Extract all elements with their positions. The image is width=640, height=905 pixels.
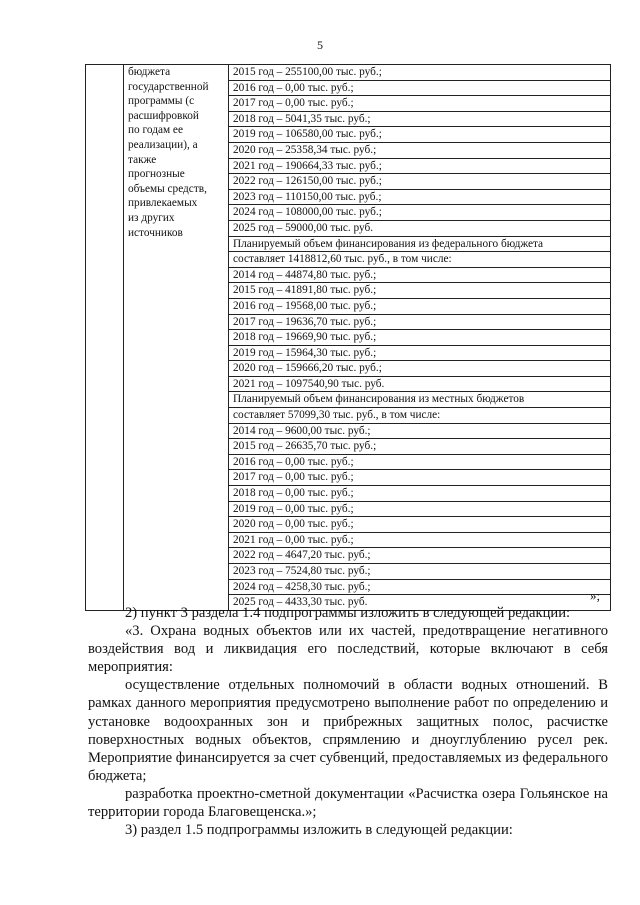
value-line: 2016 год – 0,00 тыс. руб.; — [229, 81, 610, 97]
value-line: 2023 год – 7524,80 тыс. руб.; — [229, 564, 610, 580]
paragraph: осуществление отдельных полномочий в области водных отношений. В рамках данного мероприятия предусмотрено выполнение работ по определению и установке водоохранных зон и прибрежных защитных полос, расчистке поверхностных водных объектов, спрямлению и дноуглублению русел рек. Мероприятие финансируется за счет субвенций, предоставляемых из федерального бюджета; — [88, 677, 608, 784]
paragraph: 3) раздел 1.5 подпрограммы изложить в следующей редакции: — [125, 822, 513, 839]
value-line: 2017 год – 0,00 тыс. руб.; — [229, 470, 610, 486]
value-line: составляет 1418812,60 тыс. руб., в том числе: — [229, 252, 610, 268]
value-line: 2019 год – 0,00 тыс. руб.; — [229, 502, 610, 518]
financing-table — [85, 64, 611, 611]
value-line: 2015 год – 255100,00 тыс. руб.; — [229, 65, 610, 81]
closing-quote-mark: »; — [590, 588, 601, 603]
value-line: 2014 год – 9600,00 тыс. руб.; — [229, 424, 610, 440]
document-body — [88, 604, 608, 839]
value-line: 2019 год – 106580,00 тыс. руб.; — [229, 127, 610, 143]
left-line: по годам ее — [128, 124, 183, 137]
table-row — [86, 65, 611, 611]
left-line: объемы средств, — [128, 182, 207, 195]
value-line: Планируемый объем финансирования из федерального бюджета — [229, 237, 610, 253]
left-line: государственной — [128, 80, 209, 93]
left-line: из других — [128, 211, 175, 224]
value-line: 2020 год – 25358,34 тыс. руб.; — [229, 143, 610, 159]
value-line: 2020 год – 159666,20 тыс. руб.; — [229, 361, 610, 377]
value-line: 2025 год – 59000,00 тыс. руб. — [229, 221, 610, 237]
left-line: источников — [128, 226, 183, 239]
paragraph: 2) пункт 3 раздела 1.4 подпрограммы изложить в следующей редакции: — [125, 605, 571, 621]
value-line: 2016 год – 19568,00 тыс. руб.; — [229, 299, 610, 315]
value-line: 2023 год – 110150,00 тыс. руб.; — [229, 190, 610, 206]
left-line: прогнозные — [128, 168, 185, 181]
parameter-value-cell — [229, 65, 611, 611]
value-line: 2019 год – 15964,30 тыс. руб.; — [229, 346, 610, 362]
parameter-name-cell — [124, 65, 229, 611]
value-line: 2018 год – 5041,35 тыс. руб.; — [229, 112, 610, 128]
page-number: 5 — [317, 38, 323, 52]
empty-cell — [86, 65, 124, 611]
value-line: 2024 год – 4258,30 тыс. руб.; — [229, 580, 610, 596]
value-line: составляет 57099,30 тыс. руб., в том числе: — [229, 408, 610, 424]
value-line: 2021 год – 0,00 тыс. руб.; — [229, 533, 610, 549]
left-line: бюджета — [128, 66, 171, 78]
value-line: 2017 год – 19636,70 тыс. руб.; — [229, 315, 610, 331]
value-line: 2014 год – 44874,80 тыс. руб.; — [229, 268, 610, 284]
left-line: также — [128, 153, 157, 166]
value-line: 2021 год – 190664,33 тыс. руб.; — [229, 159, 610, 175]
left-line: реализации), а — [128, 138, 198, 151]
left-line: привлекаемых — [128, 197, 198, 210]
value-line: 2024 год – 108000,00 тыс. руб.; — [229, 205, 610, 221]
value-line: 2022 год – 126150,00 тыс. руб.; — [229, 174, 610, 190]
value-line: 2017 год – 0,00 тыс. руб.; — [229, 96, 610, 112]
paragraph: разработка проектно-сметной документации «Расчистка озера Гольянское на территории города Благовещенска.»; — [88, 785, 608, 821]
value-line: 2018 год – 19669,90 тыс. руб.; — [229, 330, 610, 346]
value-line: 2015 год – 26635,70 тыс. руб.; — [229, 439, 610, 455]
value-line: 2015 год – 41891,80 тыс. руб.; — [229, 283, 610, 299]
value-line: 2020 год – 0,00 тыс. руб.; — [229, 517, 610, 533]
value-line: 2025 год – 4433,30 тыс. руб. — [233, 596, 368, 609]
value-line: 2018 год – 0,00 тыс. руб.; — [229, 486, 610, 502]
value-line: 2021 год – 1097540,90 тыс. руб. — [229, 377, 610, 393]
value-line: 2022 год – 4647,20 тыс. руб.; — [229, 548, 610, 564]
value-line: 2016 год – 0,00 тыс. руб.; — [229, 455, 610, 471]
paragraph: «3. Охрана водных объектов или их частей, предотвращение негативного воздействия вод и ликвидация его последствий, которые включают в себя мероприятия: — [88, 623, 608, 676]
value-line: Планируемый объем финансирования из местных бюджетов — [229, 392, 610, 408]
left-line: программы (с — [128, 95, 195, 108]
left-line: расшифровкой — [128, 109, 199, 122]
